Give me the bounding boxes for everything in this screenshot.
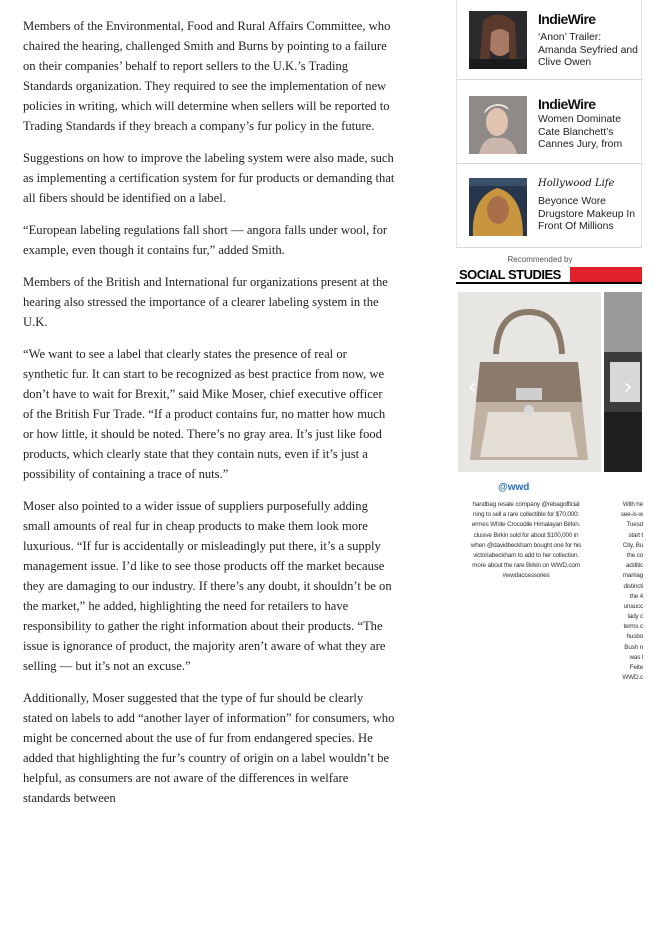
portrait-thumbnail-image [469,178,527,236]
caption-line: With he [622,501,643,508]
article-thumbnail[interactable] [469,11,527,69]
carousel-next-arrow-icon[interactable]: › [623,375,633,400]
article-paragraph: “European labeling regulations fall short — angora falls under wool, for example, even though it contains fur,” added Smith. [23,223,388,257]
caption-line: victoriabeckham to add to her collection. [473,551,579,559]
carousel-prev-arrow-icon[interactable]: ‹ [467,375,477,400]
recommended-title[interactable]: Women Dominate Cate Blanchett’s Cannes Jury, from [538,114,623,151]
portrait-thumbnail-image [469,11,527,69]
recommended-title[interactable]: ‘Anon’ Trailer: Amanda Seyfried and Clive Owen [538,32,638,69]
next-slide-caption [603,500,643,683]
caption-line: see-is-w [620,511,643,519]
caption-line: handbag resale company @rebagofficial [472,501,580,508]
caption-line: lady c [627,613,643,621]
recommended-item-cannes-jury[interactable] [457,84,643,164]
caption-line: clusive Birkin sold for about $100,000 in [473,531,579,539]
social-studies-header [456,266,642,286]
caption-line: when @davidbeckham bought one for his [470,541,582,549]
caption-line: the 4 [629,592,643,600]
article-paragraph: Suggestions on how to improve the labeling system were also made, such as implementing a certification system for fur products or demanding that all fibers should be identified on a label. [23,151,395,205]
article-thumbnail[interactable] [469,96,527,154]
social-handle-link[interactable]: @wwd [498,482,530,493]
caption-line: #wwdaccessories [502,572,550,580]
caption-line: terms c [623,623,643,631]
article-body [23,16,395,820]
slide-caption [458,500,594,582]
article-paragraph: Members of the British and International fur organizations present at the hearing also stressed the importance of a clearer labeling system in the U.K. [23,275,388,329]
caption-line: WWD.c [622,674,643,682]
caption-line: ermes White Crocodile Himalayan Birkin. [471,521,581,529]
source-brand: Hollywood Life [538,178,615,189]
caption-line: the co [626,551,643,559]
caption-line: unaucc [623,602,643,610]
recommended-title[interactable]: Beyonce Wore Drugstore Makeup In Front Of Millions [538,196,636,233]
section-title: SOCIAL STUDIES [459,267,561,282]
source-brand: IndieWire [538,11,596,27]
caption-line: Bush n [624,643,643,651]
article-paragraph: Moser also pointed to a wider issue of suppliers purposefully adding small amounts of real fur in cheap products to make them look more luxurious. “If fur is accidentally or misleadingly put there, it’s a supply management issue. I’d like to see those products off the market because they are damaging to our industry. If there’s any doubt, it shouldn’t be on the market,” he added, highlighting the need for retailers to have responsibility to gather the right information about their products. “The issue is ignorance of product, the majority aren’t aware of what they are selling — but it’s not an excuse.” [23,499,392,673]
caption-line: Feite [629,664,643,671]
article-thumbnail[interactable] [469,178,527,236]
social-carousel[interactable] [458,292,642,474]
caption-line: marriag [622,572,643,580]
recommended-item-beyonce[interactable] [457,166,643,246]
caption-line: was l [629,653,643,661]
recommended-list [456,0,642,248]
caption-line: start t [628,531,643,539]
caption-line: more about the rare Birkin on WWD.com [472,562,580,570]
source-brand: IndieWire [538,96,596,112]
caption-line: additic [625,562,643,570]
portrait-thumbnail-image [469,96,527,154]
caption-line: City, Bu [622,541,643,549]
section-divider [456,282,642,284]
recommended-item-anon-trailer[interactable] [457,0,643,80]
article-paragraph: Additionally, Moser suggested that the type of fur should be clearly stated on labels to add “another layer of information” for consumers, who might be concerned about the use of fur from endangered species. He added that highlighting the fur’s country of origin on a label wouldn’t be helpful, as consumers are not aware of the differences in welfare standards between [23,691,395,805]
caption-line: husbo [626,633,643,641]
article-paragraph: “We want to see a label that clearly states the presence of real or synthetic fur. It can start to be recognized as best practice from now, we don’t have to wait for Brexit,” said Mike Moser, chief executive officer of the British Fur Trade. “If a product contains fur, no matter how much or how little, it should be noted. There’s no gray area. It’s just like food products, which clearly state that they contain nuts, even if it’s just a possibility of containing a trace of nuts.” [23,347,386,481]
recommended-by-label: Recommended by [507,255,573,264]
caption-line: Tuesd [626,521,643,529]
caption-line: ning to sell a rare collectible for $70,000: [473,511,579,519]
accent-bar [570,267,642,282]
article-paragraph: Members of the Environmental, Food and Rural Affairs Committee, who chaired the hearing, challenged Smith and Burns by pointing to a failure on their companies’ behalf to report sellers to the U.K.’s Trading Standards organization. They required to see the implementation of new policies in writing, which will determine when sellers will be reported to Trading Standards if they breach a company’s fur policy in the future. [23,19,391,133]
caption-line: distincti [623,582,643,590]
